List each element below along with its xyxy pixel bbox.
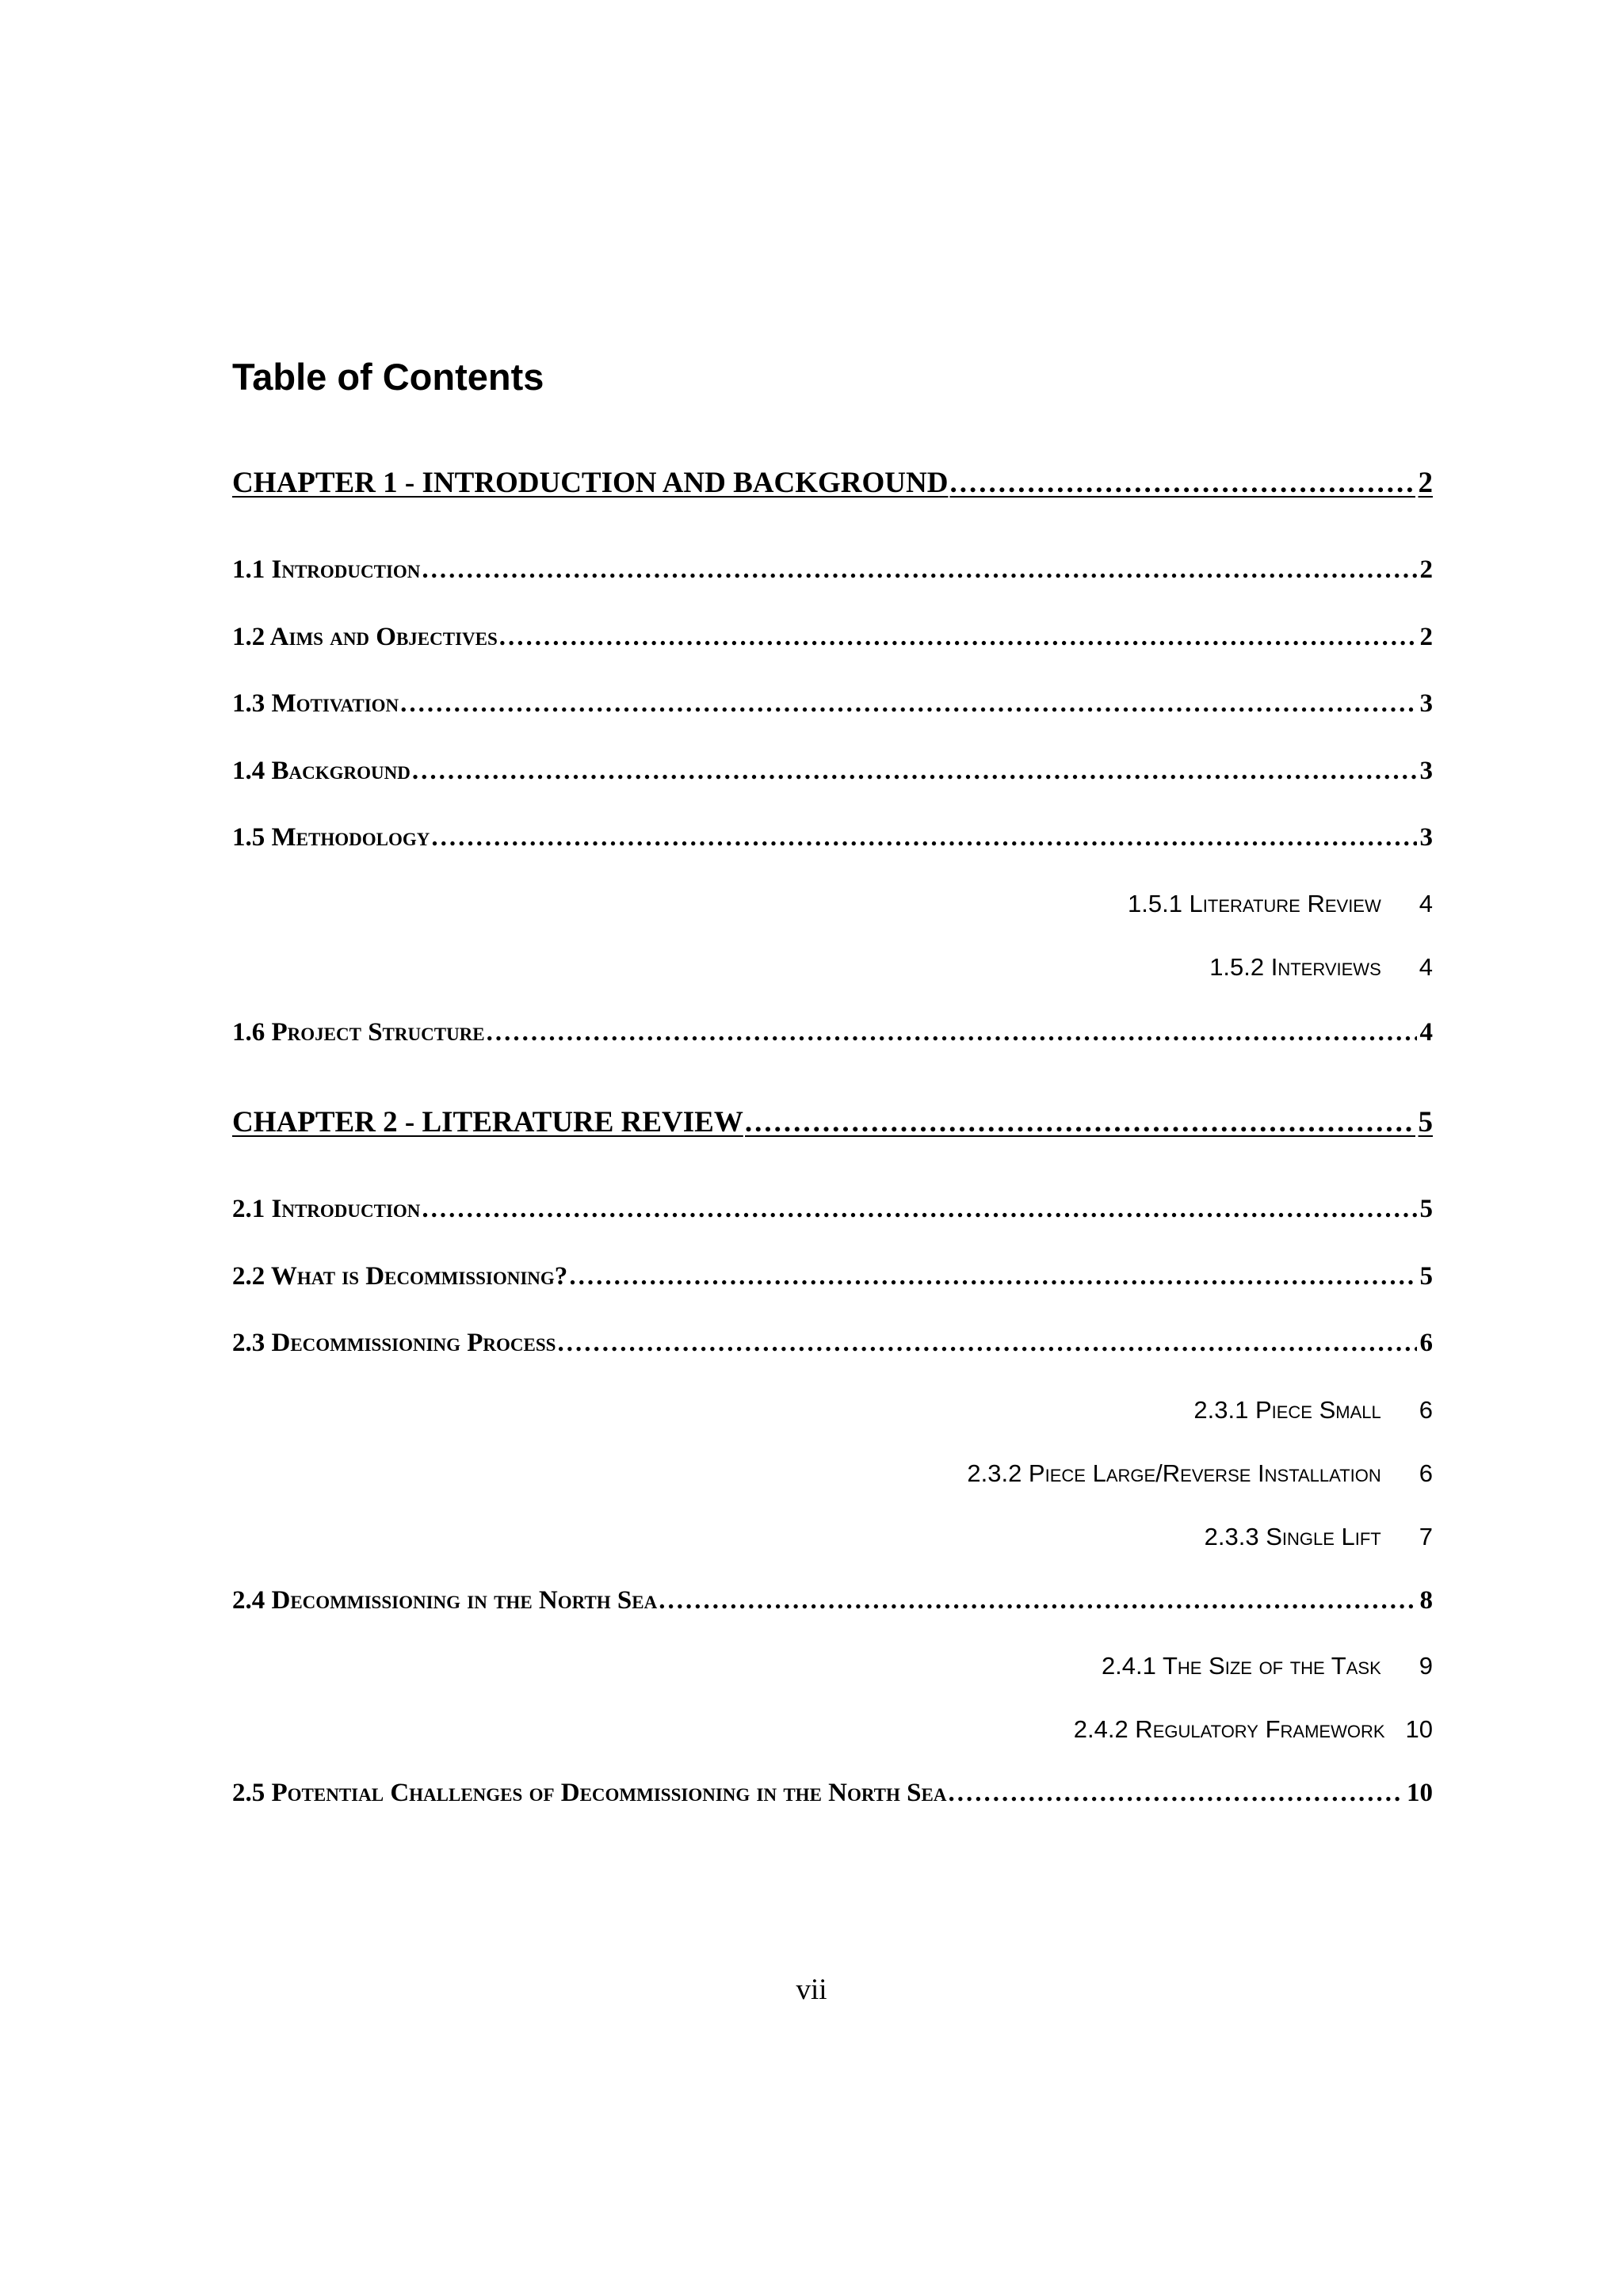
dot-leader [659,1586,1416,1615]
toc-entry-page: 3 [1419,689,1433,718]
toc-entry-label: 2.1 Introduction [232,1195,421,1223]
dot-leader [412,757,1417,786]
toc-entry-1-3[interactable] [232,689,1433,723]
dot-leader [400,689,1416,719]
toc-entry-2-3-1[interactable] [1193,1396,1433,1425]
toc-entry-label: 1.2 Aims and Objectives [232,623,498,651]
dot-leader [431,823,1416,852]
toc-entry-label: 1.6 Project Structure [232,1018,485,1047]
toc-entry-1-5-2[interactable] [1209,953,1433,982]
toc-entry-page: 6 [1419,1329,1433,1357]
toc-entry-label: 2.3.1 Piece Small [1193,1396,1381,1424]
dot-leader [569,1262,1416,1291]
toc-entry-2-3-2[interactable] [967,1459,1433,1488]
toc-entry-label: 2.4.2 Regulatory Framework [1073,1715,1385,1743]
toc-entry-label: 2.4.1 The Size of the Task [1101,1652,1381,1680]
page-number: vii [796,1974,827,2006]
toc-entry-2-4[interactable] [232,1586,1433,1619]
toc-entry-1-2[interactable] [232,623,1433,656]
toc-entry-page: 4 [1419,953,1433,981]
toc-entry-page: 4 [1419,1018,1433,1047]
toc-entry-label: 2.4 Decommissioning in the North Sea [232,1586,658,1615]
toc-entry-2-3-3[interactable] [1205,1523,1433,1551]
dot-leader [948,1779,1403,1808]
toc-entry-2-5[interactable] [232,1779,1433,1812]
toc-entry-page: 3 [1419,757,1433,785]
dot-leader [422,1195,1416,1224]
toc-entry-page: 6 [1419,1459,1433,1487]
toc-entry-page: 10 [1405,1715,1433,1743]
toc-entry-label: CHAPTER 1 - INTRODUCTION AND BACKGROUND [232,467,949,499]
toc-entry-page: 4 [1419,890,1433,917]
toc-entry-1-5[interactable] [232,823,1433,856]
toc-entry-label: 2.3.2 Piece Large/Reverse Installation [967,1459,1381,1487]
toc-entry-label: 2.3.3 Single Lift [1204,1523,1381,1550]
toc-entry-label: 1.5.2 Interviews [1209,953,1381,981]
toc-entry-label: 2.3 Decommissioning Process [232,1329,556,1357]
toc-entry-page: 7 [1419,1523,1433,1550]
toc-entry-page: 5 [1418,1106,1433,1138]
toc-entry-label: 1.5 Methodology [232,823,430,852]
toc-entry-chapter-1[interactable] [232,466,1433,502]
toc-title: Table of Contents [232,356,544,398]
toc-entry-page: 10 [1407,1779,1433,1807]
dot-leader [499,623,1417,652]
toc-entry-page: 2 [1419,623,1433,651]
toc-entry-1-5-1[interactable] [1128,890,1433,918]
dot-leader [949,466,1415,500]
dot-leader [557,1329,1416,1358]
toc-entry-page: 2 [1418,467,1433,499]
toc-entry-2-4-1[interactable] [1102,1652,1433,1680]
toc-entry-page: 5 [1419,1195,1433,1223]
toc-entry-label: 1.1 Introduction [232,555,421,584]
dot-leader [422,555,1416,585]
toc-entry-1-4[interactable] [232,757,1433,790]
dot-leader [745,1105,1415,1139]
toc-entry-page: 6 [1419,1396,1433,1424]
toc-entry-label: 1.5.1 Literature Review [1128,890,1381,917]
toc-entry-label: 1.4 Background [232,757,411,785]
toc-entry-1-6[interactable] [232,1018,1433,1051]
toc-entry-page: 9 [1419,1652,1433,1680]
toc-entry-label: 2.2 What is Decommissioning? [232,1262,568,1291]
toc-entry-2-1[interactable] [232,1195,1433,1228]
toc-entry-label: CHAPTER 2 - LITERATURE REVIEW [232,1106,743,1138]
toc-entry-2-4-2[interactable] [1074,1715,1433,1744]
toc-entry-label: 2.5 Potential Challenges of Decommissioning in the North Sea [232,1779,947,1807]
toc-entry-page: 3 [1419,823,1433,852]
toc-entry-1-1[interactable] [232,555,1433,589]
dot-leader [487,1018,1417,1047]
toc-entry-label: 1.3 Motivation [232,689,399,718]
toc-entry-page: 2 [1419,555,1433,584]
toc-entry-page: 8 [1419,1586,1433,1615]
toc-entry-2-2[interactable] [232,1262,1433,1295]
toc-entry-page: 5 [1419,1262,1433,1291]
toc-entry-chapter-2[interactable] [232,1105,1433,1142]
toc-entry-2-3[interactable] [232,1329,1433,1362]
